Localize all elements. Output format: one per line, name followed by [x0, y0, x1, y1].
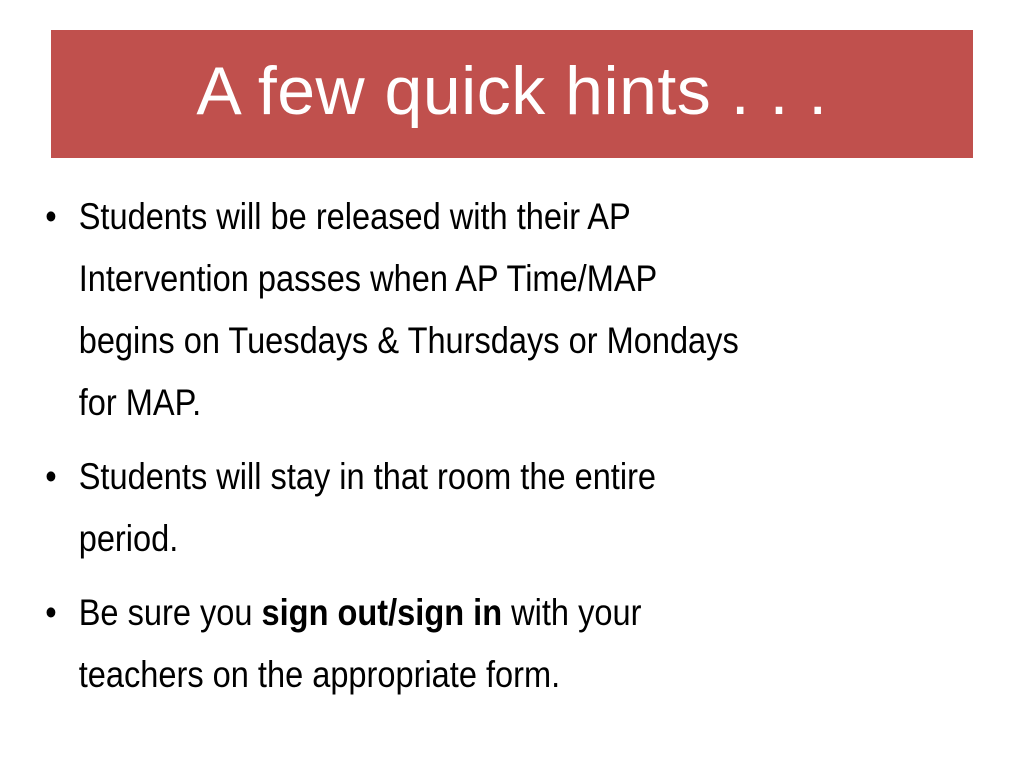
bullet-text-post: with your — [502, 592, 642, 633]
bullet-text-line: teachers on the appropriate form. — [78, 654, 561, 695]
bullet-text-line: Intervention passes when AP Time/MAP — [78, 258, 658, 299]
slide-title: A few quick hints . . . — [196, 53, 828, 129]
bullet-icon: • — [45, 196, 57, 237]
bullet-text-line: begins on Tuesdays & Thursdays or Mondays — [78, 320, 739, 361]
bullet-text-bold: sign out/sign in — [261, 592, 503, 633]
title-bar — [51, 30, 973, 158]
bullet-icon: • — [45, 592, 57, 633]
bullet-text-line: Students will stay in that room the entire — [78, 456, 657, 497]
bullet-text-line: for MAP. — [78, 382, 202, 423]
bullet-list — [40, 186, 960, 718]
bullet-item-release — [40, 186, 959, 434]
bullet-icon: • — [45, 456, 57, 497]
bullet-text-line: Students will be released with their AP — [78, 196, 631, 237]
bullet-text-pre: Be sure you — [78, 592, 262, 633]
bullet-item-stay — [40, 446, 959, 570]
bullet-text-line: period. — [78, 518, 179, 559]
bullet-item-sign-out — [40, 582, 959, 706]
